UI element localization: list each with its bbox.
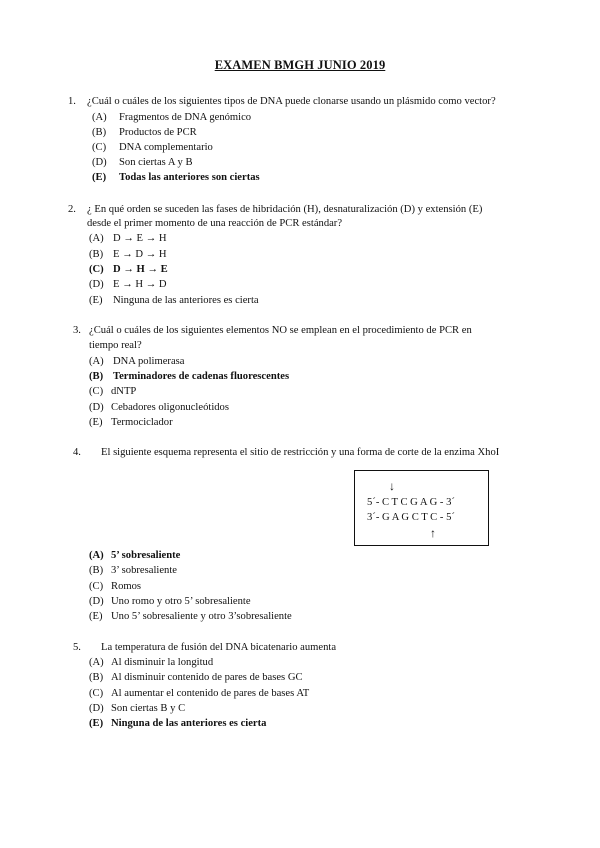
option-e bbox=[89, 610, 292, 623]
option-text: DNA complementario bbox=[119, 142, 213, 153]
sequence-line-top: 5´- C T C G A G - 3´ bbox=[367, 497, 455, 508]
option-e-correct bbox=[92, 171, 260, 184]
option-label: (C) bbox=[89, 688, 104, 699]
option-text: Uno romo y otro 5’ sobresaliente bbox=[111, 596, 251, 607]
option-text: Al aumentar el contenido de pares de bases AT bbox=[111, 688, 310, 699]
option-label: (D) bbox=[89, 703, 104, 714]
option-text: Romos bbox=[111, 581, 142, 592]
option-d bbox=[89, 278, 167, 291]
option-text: dNTP bbox=[111, 386, 137, 397]
restriction-site-scheme bbox=[354, 470, 489, 546]
option-b bbox=[89, 248, 167, 261]
option-label: (E) bbox=[89, 611, 103, 622]
option-c bbox=[89, 580, 141, 593]
option-text: Al disminuir contenido de pares de bases GC bbox=[111, 672, 303, 683]
option-label: (C) bbox=[89, 581, 104, 592]
option-label: (C) bbox=[89, 264, 104, 275]
option-a bbox=[89, 232, 167, 245]
question-number: 3. bbox=[73, 325, 81, 336]
option-label: (B) bbox=[89, 565, 104, 576]
option-c bbox=[92, 141, 213, 154]
cut-arrow-down-icon: ↓ bbox=[389, 479, 395, 493]
option-text: Cebadores oligonucleótidos bbox=[111, 402, 229, 413]
option-a bbox=[89, 656, 213, 669]
question-text: ¿Cuál o cuáles de los siguientes tipos de DNA puede clonarse usando un plásmido como vector? bbox=[87, 96, 496, 107]
option-c bbox=[89, 687, 309, 700]
option-text: Al disminuir la longitud bbox=[111, 657, 214, 668]
option-label: (A) bbox=[89, 356, 104, 367]
option-label: (A) bbox=[89, 657, 104, 668]
option-label: (A) bbox=[89, 233, 104, 244]
cut-arrow-up-icon: ↑ bbox=[430, 526, 436, 540]
option-e-correct bbox=[89, 717, 266, 730]
option-label: (B) bbox=[89, 672, 104, 683]
option-b-correct bbox=[89, 370, 289, 383]
option-label: (D) bbox=[92, 157, 107, 168]
question-text: El siguiente esquema representa el sitio de restricción y una forma de corte de la enzima XhoI bbox=[101, 447, 500, 458]
option-text: Productos de PCR bbox=[119, 127, 197, 138]
option-d bbox=[89, 401, 229, 414]
option-label: (C) bbox=[89, 386, 104, 397]
option-label: (E) bbox=[92, 172, 107, 183]
option-label: (B) bbox=[89, 371, 104, 382]
option-text: 5’ sobresaliente bbox=[111, 550, 181, 561]
option-b bbox=[89, 564, 177, 577]
option-text: D → E → H bbox=[113, 233, 167, 244]
question-number: 5. bbox=[73, 642, 81, 653]
option-a bbox=[89, 355, 185, 368]
question-text: tiempo real? bbox=[89, 340, 142, 351]
option-d bbox=[92, 156, 193, 169]
question-number: 2. bbox=[68, 204, 76, 215]
option-c-correct bbox=[89, 263, 168, 276]
option-e bbox=[89, 416, 173, 429]
option-text: Fragmentos de DNA genómico bbox=[119, 112, 252, 123]
option-label: (E) bbox=[89, 295, 103, 306]
question-text: ¿ En qué orden se suceden las fases de hibridación (H), desnaturalización (D) y extensión (E) bbox=[87, 204, 483, 215]
option-label: (A) bbox=[89, 550, 104, 561]
option-label: (B) bbox=[89, 249, 104, 260]
option-a bbox=[92, 111, 251, 124]
option-label: (D) bbox=[89, 279, 104, 290]
option-d bbox=[89, 595, 251, 608]
option-a-correct bbox=[89, 549, 180, 562]
option-e bbox=[89, 294, 259, 307]
page-title: EXAMEN BMGH JUNIO 2019 bbox=[214, 58, 386, 72]
question-text: ¿Cuál o cuáles de los siguientes elementos NO se emplean en el procedimiento de PCR en bbox=[89, 325, 472, 336]
option-text: Ninguna de las anteriores es cierta bbox=[111, 718, 267, 729]
option-b bbox=[89, 671, 303, 684]
option-text: Ninguna de las anteriores es cierta bbox=[113, 295, 259, 306]
question-text: La temperatura de fusión del DNA bicatenario aumenta bbox=[101, 642, 337, 653]
question-number: 4. bbox=[73, 447, 81, 458]
option-text: DNA polimerasa bbox=[113, 356, 185, 367]
option-b bbox=[92, 126, 197, 139]
option-text: E → H → D bbox=[113, 279, 167, 290]
sequence-line-bottom: 3´- G A G C T C - 5´ bbox=[367, 512, 455, 523]
option-text: Terminadores de cadenas fluorescentes bbox=[113, 371, 290, 382]
option-text: D → H → E bbox=[113, 264, 168, 275]
option-label: (D) bbox=[89, 402, 104, 413]
option-text: 3’ sobresaliente bbox=[111, 565, 177, 576]
option-label: (B) bbox=[92, 127, 107, 138]
option-label: (E) bbox=[89, 417, 103, 428]
option-text: Termociclador bbox=[111, 417, 173, 428]
option-text: Son ciertas A y B bbox=[119, 157, 193, 168]
question-text: desde el primer momento de una reacción de PCR estándar? bbox=[87, 218, 343, 229]
question-number: 1. bbox=[68, 96, 76, 107]
option-text: Son ciertas B y C bbox=[111, 703, 186, 714]
option-label: (C) bbox=[92, 142, 107, 153]
option-c bbox=[89, 385, 136, 398]
option-label: (A) bbox=[92, 112, 107, 123]
option-text: Uno 5’ sobresaliente y otro 3’sobresaliente bbox=[111, 611, 292, 622]
option-label: (E) bbox=[89, 718, 104, 729]
option-text: Todas las anteriores son ciertas bbox=[119, 172, 260, 183]
option-d bbox=[89, 702, 185, 715]
option-text: E → D → H bbox=[113, 249, 167, 260]
option-label: (D) bbox=[89, 596, 104, 607]
